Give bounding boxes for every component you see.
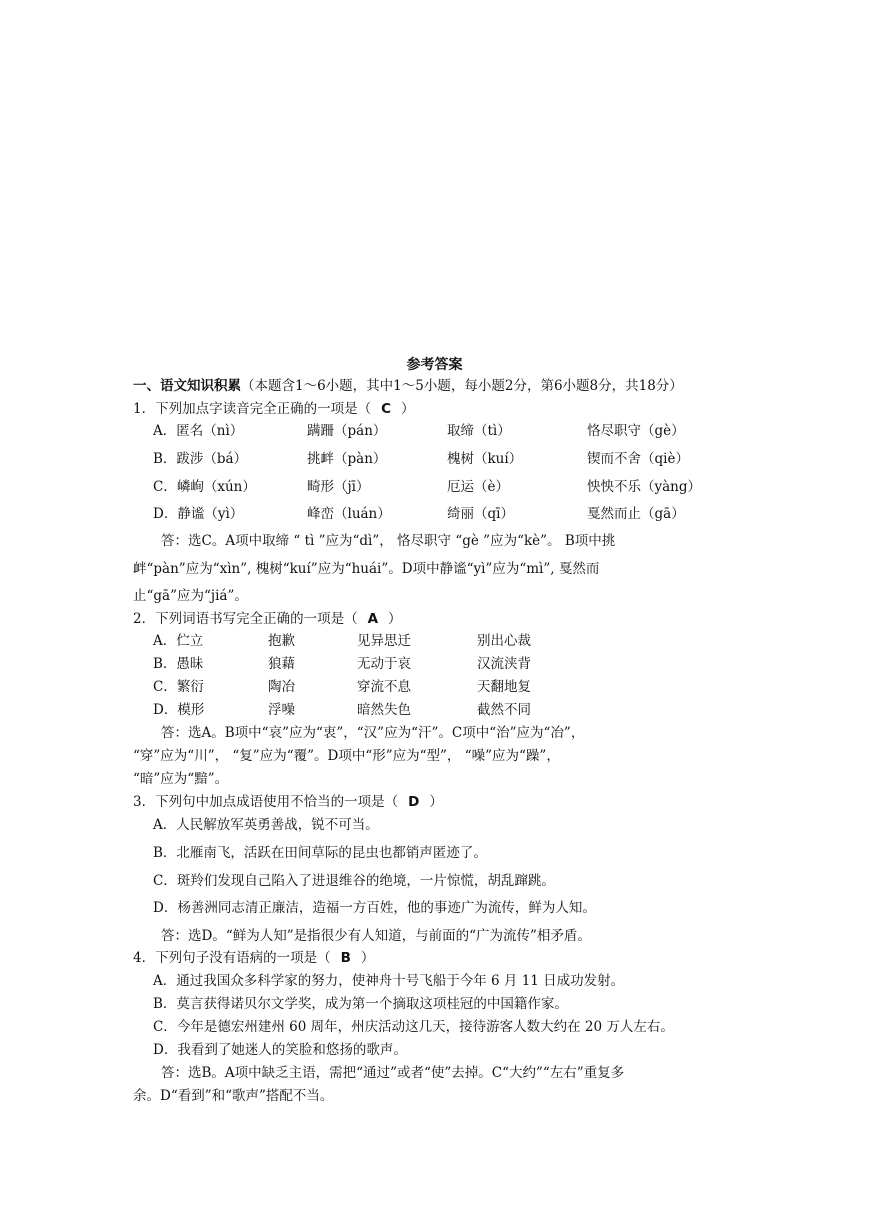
q2-cell: 暗然失色: [357, 702, 411, 718]
q1-cell: 怏怏不乐（yàng）: [587, 479, 702, 495]
q3-option: D．杨善洲同志清正廉洁，造福一方百姓，他的事迹广为流传，鲜为人知。: [153, 900, 596, 916]
q1-cell: 恪尽职守（gè）: [587, 423, 685, 439]
q1-stem-close: ）: [401, 401, 415, 417]
q1-cell: 畸形（jī）: [307, 479, 370, 495]
q2-cell: 别出心裁: [477, 633, 531, 649]
q4-option: A．通过我国众多科学家的努力，使神舟十号飞船于今年 6 月 11 日成功发射。: [153, 973, 625, 989]
q1-cell: 取缔（tì）: [447, 423, 511, 439]
q3-option: C．斑羚们发现自己陷入了进退维谷的绝境，一片惊慌，胡乱蹿跳。: [153, 873, 555, 889]
section-note: （本题含1～6小题，其中1～5小题，每小题2分，第6小题8分，共18分）: [241, 378, 683, 394]
q2-cell: 狼藉: [268, 656, 295, 672]
q2-cell: B．愚昧: [153, 656, 204, 672]
q4-stem: [133, 948, 374, 968]
q1-explain-line: 答：选C。A项中取缔 “ tì ”应为“dì”， 恪尽职守 “gè ”应为“kè”。 B项中挑: [161, 533, 616, 549]
q4-explain-line: 余。D“看到”和“歌声”搭配不当。: [133, 1088, 334, 1104]
q3-stem: [133, 792, 443, 812]
q1-cell: 戛然而止（gā）: [587, 506, 685, 522]
q2-cell: 天翻地复: [477, 679, 531, 695]
q4-option: C．今年是德宏州建州 60 周年，州庆活动这几天，接待游客人数大约在 20 万人左右。: [153, 1019, 674, 1035]
q2-stem-text: 2．下列词语书写完全正确的一项是（: [133, 611, 358, 627]
q2-cell: A．伫立: [153, 633, 204, 649]
q1-cell: 锲而不舍（qiè）: [587, 451, 689, 467]
q1-cell: 绮丽（qī）: [447, 506, 514, 522]
q2-cell: 截然不同: [477, 702, 531, 718]
q1-cell: 蹒跚（pán）: [307, 423, 387, 439]
q1-explain-line: 衅“pàn”应为“xìn”, 槐树“kuí”应为“huái”。D项中静谧“yì”应为“mì”, 戛然而: [133, 561, 600, 577]
q2-explain-line: “暗”应为“黯”。: [133, 771, 229, 787]
q2-stem-close: ）: [388, 611, 402, 627]
page-title: 参考答案: [406, 357, 463, 373]
q1-stem: [133, 399, 415, 419]
q2-stem: [133, 609, 402, 629]
q4-answer: B: [340, 950, 351, 966]
q2-cell: D．模形: [153, 702, 205, 718]
q4-explain-line: 答：选B。A项中缺乏主语，需把“通过”或者“使”去掉。C“大约”“左右”重复多: [161, 1065, 625, 1081]
q2-cell: 见异思迁: [357, 633, 411, 649]
q1-cell: 峰峦（luán）: [307, 506, 391, 522]
q3-option: A．人民解放军英勇善战，锐不可当。: [153, 817, 379, 833]
q2-cell: 抱歉: [268, 633, 295, 649]
q3-explain: 答：选D。“鲜为人知”是指很少有人知道，与前面的“广为流传”相矛盾。: [161, 928, 591, 944]
section-label: 一、语文知识积累: [133, 378, 241, 394]
q1-cell: D．静谧（yì）: [153, 506, 244, 522]
q1-answer: C: [381, 401, 392, 417]
q1-cell: A．匿名（nì）: [153, 423, 244, 439]
q1-cell: 厄运（è）: [447, 479, 509, 495]
q1-stem-text: 1．下列加点字读音完全正确的一项是（: [133, 401, 372, 417]
q1-cell: B．跋涉（bá）: [153, 451, 248, 467]
section-heading: [133, 376, 683, 396]
q2-cell: 无动于哀: [357, 656, 411, 672]
q2-answer: A: [367, 611, 379, 627]
q1-cell: C．嶙峋（xún）: [153, 479, 256, 495]
q4-stem-close: ）: [360, 950, 375, 966]
q3-stem-text: 3．下列句中加点成语使用不恰当的一项是（: [133, 794, 399, 810]
q2-cell: 陶冶: [268, 679, 295, 695]
q2-cell: 浮噪: [268, 702, 295, 718]
q3-option: B．北雁南飞，活跃在田间草际的昆虫也都销声匿迹了。: [153, 845, 487, 861]
q4-option: D．我看到了她迷人的笑脸和悠扬的歌声。: [153, 1042, 407, 1058]
q3-answer: D: [408, 794, 420, 810]
q2-explain-line: “穿”应为“川”， “复”应为“覆”。D项中“形”应为“型”， “噪”应为“躁”，: [133, 748, 560, 764]
q2-cell: 汉流浃背: [477, 656, 531, 672]
q4-option: B．莫言获得诺贝尔文学奖，成为第一个摘取这项桂冠的中国籍作家。: [153, 996, 568, 1012]
q2-explain-line: 答：选A。B项中“哀”应为“衷”，“汉”应为“汗”。C项中“治”应为“冶”，: [161, 725, 585, 741]
q1-explain-line: 止“gā”应为“jiá”。: [133, 588, 248, 604]
q2-cell: 穿流不息: [357, 679, 411, 695]
q1-cell: 槐树（kuí）: [447, 451, 523, 467]
q3-stem-close: ）: [429, 794, 443, 810]
q4-stem-text: 4．下列句子没有语病的一项是（: [133, 950, 331, 966]
q1-cell: 挑衅（pàn）: [307, 451, 387, 467]
q2-cell: C．繁衍: [153, 679, 204, 695]
